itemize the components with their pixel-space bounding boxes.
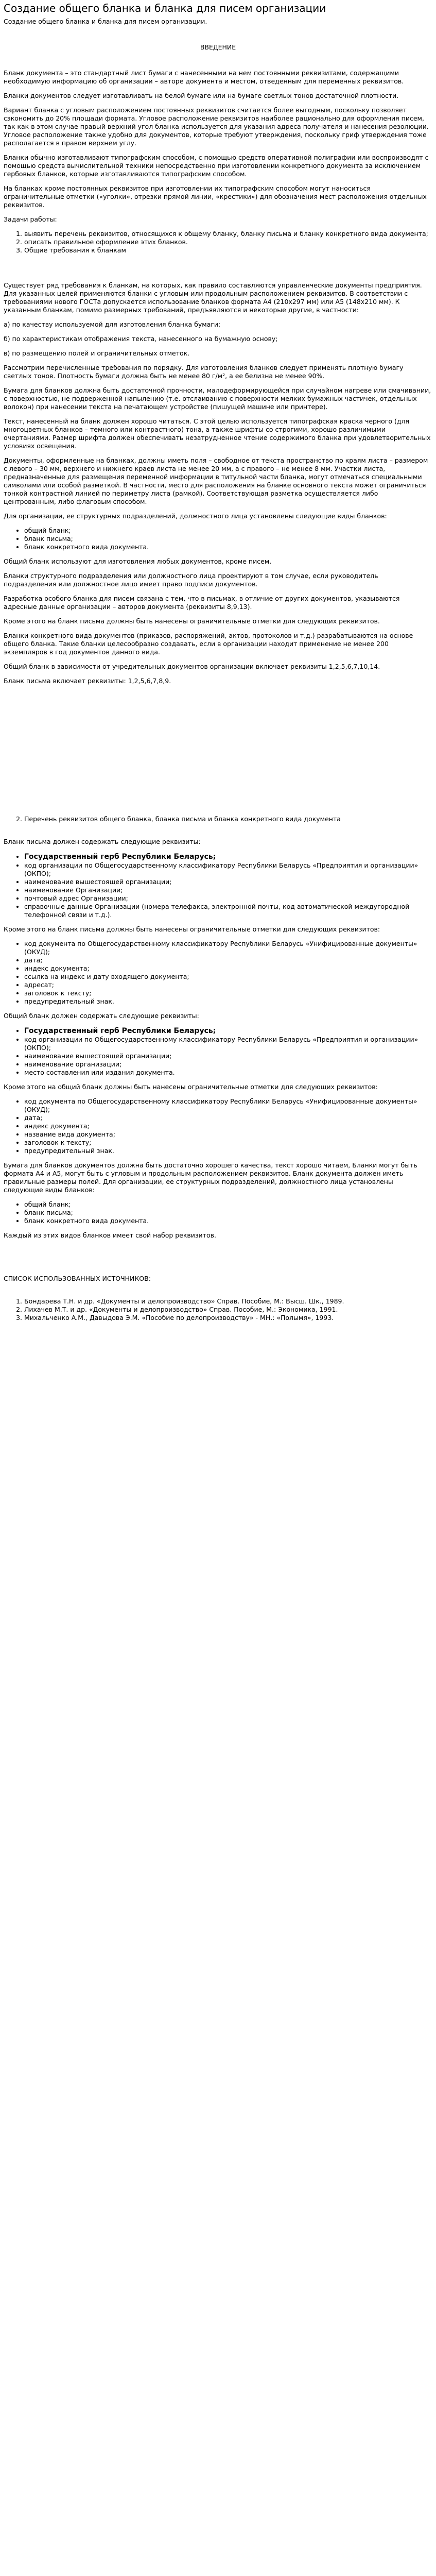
paragraph: Рассмотрим перечисленные требования по порядку. Для изготовления бланков следует применять плотную бумагу светлых тонов. Плотность бумаги должна быть не менее 80 г/м², а ее белизна не менее 90%.: [4, 364, 404, 380]
paragraph: Общий бланк должен содержать следующие реквизиты:: [4, 1012, 199, 1020]
list-item: • наименование вышестоящей организации;: [24, 878, 432, 886]
list-item: • индекс документа;: [24, 964, 432, 973]
paragraph: Общий бланк используют для изготовления любых документов, кроме писем.: [4, 557, 272, 565]
list-item: • справочные данные Организации (номера телефакса, электронной почты, код автоматической междугородной телефонной связи и т.д.).: [24, 903, 432, 919]
paragraph: Каждый из этих видов бланков имеет свой набор реквизитов.: [4, 1231, 216, 1239]
paragraph: Для организации, ее структурных подразделений, должностного лица установлены следующие виды бланков:: [4, 512, 387, 520]
list-item: • адресат;: [24, 981, 432, 989]
paragraph: Разработка особого бланка для писем связана с тем, что в письмах, в отличие от других документов, указываются адресные данные организации – авторов документа (реквизиты 8,9,13).: [4, 595, 400, 611]
tasks-list: [4, 230, 432, 255]
references-heading: СПИСОК ИСПОЛЬЗОВАННЫХ ИСТОЧНИКОВ:: [4, 1275, 151, 1282]
paragraph: а) по качеству используемой для изготовления бланка бумаги;: [4, 320, 221, 328]
list-item: • наименование организации;: [24, 1060, 432, 1069]
list-item: • дата;: [24, 1114, 432, 1122]
list-item: • предупредительный знак.: [24, 997, 432, 1006]
paragraph: Документы, оформленные на бланках, должны иметь поля – свободное от текста пространство по краям листа – размером с левого – 30 мм, верхнего и нижнего краев листа не менее 20 мм, а с правого – не менее 8 мм. Участки листа, предназначенные для размещения переменной информации в титульной части бланка, могут отмечаться специальными символами или особой разметкой. В частности, место для расположения на бланке основного текста может ограничиться тонкой контрастной линией по периметру листа (рамкой). Соответствующая разметка осуществляется либо центрованным, либо флаговым способом.: [4, 456, 428, 505]
general-marks-list: [4, 1097, 432, 1155]
paragraph: Общий бланк в зависимости от учредительных документов организации включает реквизиты 1,2,5,6,7,10,14.: [4, 663, 380, 670]
letter-requisites-list: [4, 852, 432, 919]
paragraph: б) по характеристикам отображения текста, нанесенного на бумажную основу;: [4, 335, 278, 343]
list-item: 2. Лихачев М.Т. и др. «Документы и делопроизводство» Справ. Пособие, М.: Экономика, 1991.: [24, 1306, 432, 1314]
list-item: • заголовок к тексту;: [24, 989, 432, 997]
list-item: • код организации по Общегосударственному классификатору Республики Беларусь «Предприятия и организации» (ОКПО);: [24, 861, 432, 878]
paragraph: Вариант бланка с угловым расположением постоянных реквизитов считается более выгодным, поскольку позволяет сэкономить до 20% площади формата. Угловое расположение реквизитов наиболее рационально для оформления писем, так как в этом случае правый верхний угол бланка используется для указания адреса получателя и нанесения резолюции. Угловое расположение также удобно для документов, которые требуют утверждения, поскольку гриф утверждения тоже располагается в правом верхнем углу.: [4, 106, 429, 147]
references-list: [4, 1297, 432, 1322]
list-item: • наименование вышестоящей организации;: [24, 1052, 432, 1060]
list-item: • наименование Организации;: [24, 886, 432, 894]
paragraph: Бланк документа – это стандартный лист бумаги с нанесенными на нем постоянными реквизитами, содержащими необходимую информацию об организации – авторе документа и местом, отведенным для переменных реквизитов.: [4, 69, 404, 85]
paragraph: Бумага для бланков должна быть достаточной прочности, малодеформирующейся при случайном нагреве или смачивании, с поверхностью, не подверженной напылению (т.е. отслаиванию с поверхности мелких бумажных частичек, отдельных волокон) при нанесении текста на печатающем устройстве (пишущей машине или принтере).: [4, 386, 431, 411]
spacer: [4, 691, 432, 815]
paragraph: Существует ряд требования к бланкам, на которых, как правило составляются управленческие документы предприятия. Для указанных целей применяются бланки с угловым или продольным расположением реквизитов. В соответствии с требованиями нового ГОСТа допускается использование бланков формата А4 (210х297 мм) или А5 (148х210 мм). К указанным бланкам, помимо размерных требований, предъявляются и некоторые другие, в частности:: [4, 281, 422, 314]
list-item: • код документа по Общегосударственному классификатору Республики Беларусь «Унифицированные документы» (ОКУД);: [24, 940, 432, 956]
list-item: • заголовок к тексту;: [24, 1139, 432, 1147]
paragraph: Бланки документов следует изготавливать на белой бумаге или на бумаге светлых тонов достаточной плотности.: [4, 92, 399, 99]
blank-types-list: [4, 527, 432, 551]
spacer: [4, 1246, 432, 1275]
page-subtitle: Создание общего бланка и бланка для писем организации.: [4, 18, 207, 25]
blank-types-list-2: [4, 1200, 432, 1225]
spacer: [4, 829, 432, 838]
paragraph: Кроме этого на бланк письма должны быть нанесены ограничительные отметки для следующих реквизитов.: [4, 617, 380, 625]
intro-heading: ВВЕДЕНИЕ: [200, 43, 236, 51]
paragraph: Бланки обычно изготавливают типографским способом, с помощью средств оперативной полиграфии или воспроизводят с помощью средств вычислительной техники непосредственно при изготовлении конкретного документа за исключением гербовых бланков, которые изготавливаются типографским способом.: [4, 154, 429, 178]
paragraph: Кроме этого на бланк письма должны быть нанесены ограничительные отметки для следующих реквизитов:: [4, 925, 380, 933]
spacer: [4, 1289, 432, 1297]
list-item: • общий бланк;: [24, 1200, 432, 1209]
tasks-label: Задачи работы:: [4, 215, 57, 223]
requisites-heading-list: [4, 815, 432, 823]
paragraph: На бланках кроме постоянных реквизитов при изготовлении их типографским способом могут наноситься ограничительные отметки («уголки», отрезки прямой линии, «крестики») для обозначения мест расположения отдельных реквизитов.: [4, 184, 427, 209]
list-item: • предупредительный знак.: [24, 1147, 432, 1155]
list-item: 3. Общие требования к бланкам: [24, 246, 432, 255]
list-item: • место составления или издания документа.: [24, 1069, 432, 1077]
paragraph: Бумага для бланков документов должна быть достаточно хорошего качества, текст хорошо читаем, Бланки могут быть формата А4 и А5, могут быть с угловым и продольным расположением реквизитов. Бланк документа должен иметь правильные размеры полей. Для организации, ее структурных подразделений, должностного лица установлены следующие виды бланков:: [4, 1161, 417, 1194]
list-item: • Государственный герб Республики Беларусь;: [24, 1026, 432, 1036]
list-item: • бланк конкретного вида документа.: [24, 1217, 432, 1225]
list-item: 3. Михальченко А.М., Давыдова Э.М. «Пособие по делопроизводству» - МН.: «Полымя», 1993.: [24, 1314, 432, 1322]
paragraph: Бланк письма включает реквизиты: 1,2,5,6,7,8,9.: [4, 677, 171, 685]
list-item: • код документа по Общегосударственному классификатору Республики Беларусь «Унифицированные документы» (ОКУД);: [24, 1097, 432, 1114]
paragraph: Бланки структурного подразделения или должностного лица проектируют в том случае, если руководитель подразделения или должностное лицо имеет право подписи документов.: [4, 572, 378, 588]
list-item: • название вида документа;: [24, 1130, 432, 1139]
list-item: • бланк письма;: [24, 1209, 432, 1217]
page-title: Создание общего бланка и бланка для писем организации: [4, 2, 326, 14]
list-item: • дата;: [24, 956, 432, 964]
paragraph: Текст, нанесенный на бланк должен хорошо читаться. С этой целью используется типографская краска черного (для многоцветных бланков – темного или контрастного) тона, а также шрифты со строгими, хорошо различимыми очертаниями. Размер шрифта должен обеспечивать незатрудненное чтение содержимого бланка при удовлетворительных условиях освещения.: [4, 417, 431, 450]
list-item: 2. описать правильное оформление этих бланков.: [24, 238, 432, 246]
list-item: 1. Бондарева Т.Н. и др. «Документы и делопроизводство» Справ. Пособие, М.: Высш. Шк., 1989.: [24, 1297, 432, 1306]
list-item: • код организации по Общегосударственному классификатору Республики Беларусь «Предприятия и организации» (ОКПО);: [24, 1036, 432, 1052]
list-item: 2. Перечень реквизитов общего бланка, бланка письма и бланка конкретного вида документа: [24, 815, 432, 823]
paragraph: Бланк письма должен содержать следующие реквизиты:: [4, 838, 201, 845]
spacer: [4, 261, 432, 281]
letter-marks-list: [4, 940, 432, 1006]
list-item: • ссылка на индекс и дату входящего документа;: [24, 973, 432, 981]
list-item: • индекс документа;: [24, 1122, 432, 1130]
list-item: • бланк письма;: [24, 535, 432, 543]
general-requisites-list: [4, 1026, 432, 1077]
list-item: • Государственный герб Республики Беларусь;: [24, 852, 432, 861]
list-item: 1. выявить перечень реквизитов, относящихся к общему бланку, бланку письма и бланку конкретного вида документа;: [24, 230, 432, 238]
paragraph: Кроме этого на общий бланк должны быть нанесены ограничительные отметки для следующих реквизитов:: [4, 1083, 378, 1091]
paragraph: Бланки конкретного вида документов (приказов, распоряжений, актов, протоколов и т.д.) разрабатываются на основе общего бланка. Такие бланки целесообразно создавать, если в организации находит применение не менее 200 экземпляров в год документов данного вида.: [4, 632, 413, 656]
list-item: • почтовый адрес Организации;: [24, 894, 432, 903]
list-item: • общий бланк;: [24, 527, 432, 535]
list-item: • бланк конкретного вида документа.: [24, 543, 432, 551]
paragraph: в) по размещению полей и ограничительных отметок.: [4, 349, 190, 357]
